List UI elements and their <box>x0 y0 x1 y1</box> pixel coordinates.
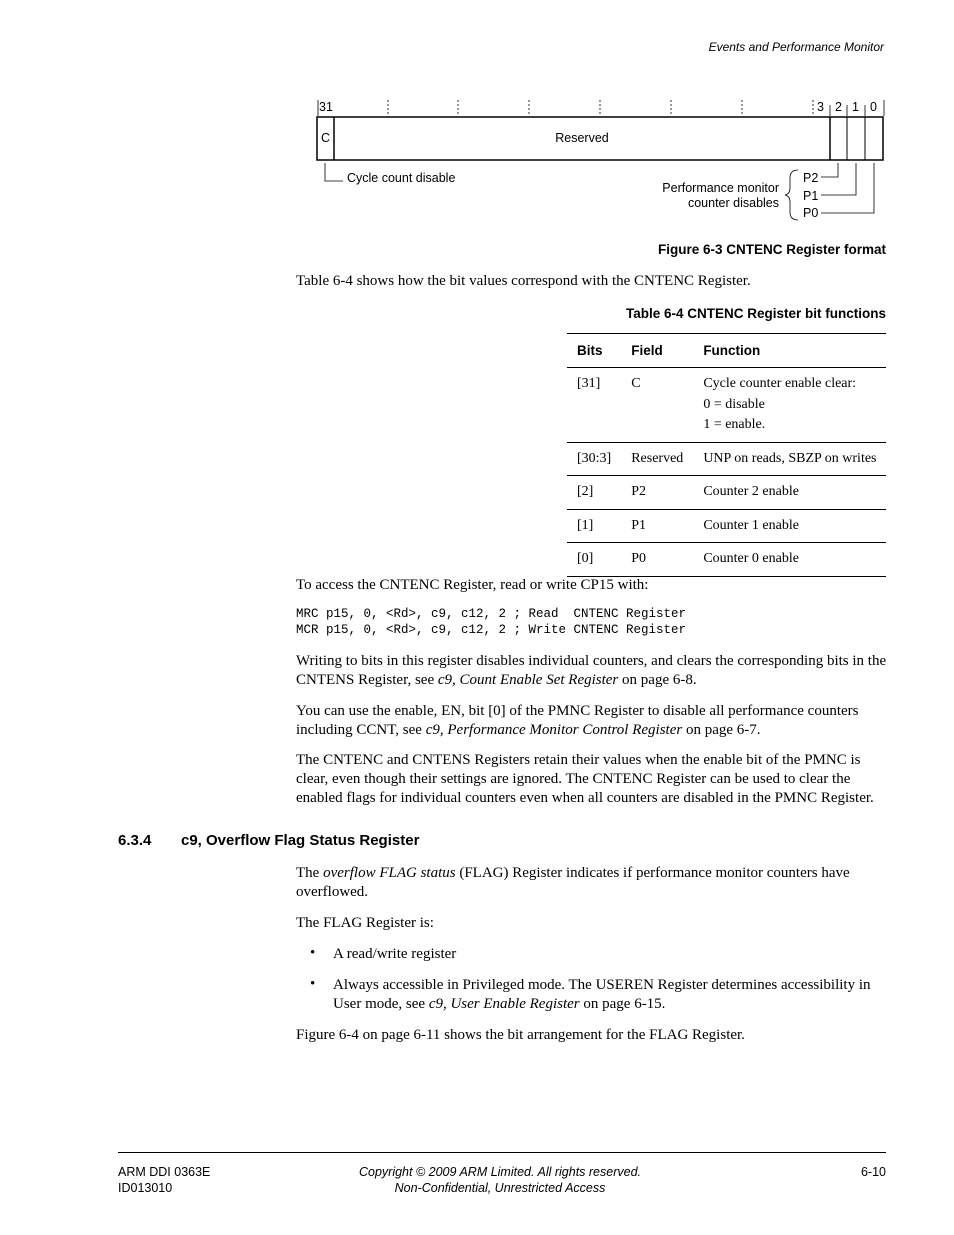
cross-reference-link[interactable]: c9, Count Enable Set Register <box>437 672 619 688</box>
table-header-row <box>567 334 886 368</box>
cell-bits: [2] <box>567 476 621 510</box>
table-caption: Table 6-4 CNTENC Register bit functions <box>625 306 886 321</box>
bit-label-0: 0 <box>870 100 877 114</box>
bit-functions-table <box>567 333 886 577</box>
figure-caption: Figure 6-3 CNTENC Register format <box>657 242 886 257</box>
bit-label-3: 3 <box>817 100 824 114</box>
bullet-marker: • <box>310 976 316 992</box>
brace <box>785 170 798 220</box>
table-row <box>567 368 886 443</box>
paragraph-text: The <box>296 865 324 881</box>
footer-rule <box>118 1152 886 1153</box>
bullet-item <box>333 976 889 1014</box>
code-line: MCR p15, 0, <Rd>, c9, c12, 2 ; Write CNTENC Register <box>296 623 687 637</box>
cell-function: Counter 2 enable <box>693 476 886 510</box>
table-row <box>567 442 886 476</box>
function-line: Cycle counter enable clear: <box>703 376 857 391</box>
cell-bits: [1] <box>567 509 621 543</box>
pm-counter-disables-label-2: counter disables <box>687 196 779 210</box>
pm-counter-disables-label-1: Performance monitor <box>662 181 779 195</box>
cell-function: UNP on reads, SBZP on writes <box>693 442 886 476</box>
retain-paragraph: The CNTENC and CNTENS Registers retain their values when the enable bit of the PMNC is clear, even though their settings are ignored. The CNTENC Register can be used to clear the enabled flags for individual counters even when all counters are disabled in the PMNC Register. <box>296 752 874 806</box>
section-number: 6.3.4 <box>118 832 152 849</box>
paragraph-text: on page 6-7. <box>682 722 761 738</box>
running-header: Events and Performance Monitor <box>708 40 884 54</box>
figure-reference-paragraph: Figure 6-4 on page 6-11 shows the bit arrangement for the FLAG Register. <box>296 1027 745 1043</box>
header-bits: Bits <box>567 334 621 368</box>
bit-label-1: 1 <box>852 100 859 114</box>
cycle-count-disable-label: Cycle count disable <box>347 171 456 185</box>
function-line: 1 = enable. <box>703 417 766 432</box>
paragraph-text: You can use the enable, EN, bit [0] of the PMNC Register to disable all performance counters including CCNT, see <box>296 703 859 738</box>
cell-bits: [31] <box>567 368 621 443</box>
table-row <box>567 509 886 543</box>
p2-label: P2 <box>803 171 819 185</box>
header-field: Field <box>621 334 693 368</box>
section-title: c9, Overflow Flag Status Register <box>181 832 420 849</box>
footer-access: Non-Confidential, Unrestricted Access <box>394 1181 606 1195</box>
cycle-count-leader <box>325 163 343 181</box>
dashed-ticks <box>388 100 813 116</box>
footer-copyright: Copyright © 2009 ARM Limited. All rights reserved. <box>358 1165 641 1179</box>
paragraph-text: (FLAG) Register indicates if performance monitor counters have overflowed. <box>296 865 850 900</box>
emphasis-text: overflow FLAG status <box>323 865 456 881</box>
cell-field: P2 <box>621 476 693 510</box>
paragraph-text: Always accessible in Privileged mode. The USEREN Register determines accessibility in User mode, see <box>333 977 871 1012</box>
field-reserved-label: Reserved <box>555 131 609 145</box>
p-leaders <box>821 163 874 213</box>
cross-reference-link[interactable]: c9, Performance Monitor Control Register <box>425 722 683 738</box>
register-format-diagram <box>300 92 900 232</box>
function-line: 0 = disable <box>703 396 765 412</box>
code-block <box>296 606 686 638</box>
bit-label-31: 31 <box>319 100 333 114</box>
cell-field: P1 <box>621 509 693 543</box>
field-c-label: C <box>321 131 331 145</box>
cell-field: C <box>621 368 693 443</box>
cell-function: Counter 1 enable <box>693 509 886 543</box>
footer-doc-id: ID013010 <box>118 1181 173 1195</box>
cell-bits: [0] <box>567 543 621 577</box>
bit-ticks <box>318 100 884 116</box>
bullet-item: A read/write register <box>333 946 457 962</box>
cross-reference-link[interactable]: c9, User Enable Register <box>428 996 580 1012</box>
flag-is-paragraph: The FLAG Register is: <box>296 915 434 931</box>
table-row <box>567 543 886 577</box>
flag-paragraph <box>296 864 888 902</box>
cell-function <box>693 368 886 443</box>
access-paragraph: To access the CNTENC Register, read or write CP15 with: <box>296 577 649 593</box>
cell-field: P0 <box>621 543 693 577</box>
cell-field: Reserved <box>621 442 693 476</box>
intro-paragraph: Table 6-4 shows how the bit values correspond with the CNTENC Register. <box>296 273 751 289</box>
footer-page-number: 6-10 <box>860 1165 886 1179</box>
paragraph-text: Writing to bits in this register disables individual counters, and clears the corresponding bits in the CNTENS Register, see <box>296 653 887 688</box>
cell-function: Counter 0 enable <box>693 543 886 577</box>
bit-label-2: 2 <box>835 100 842 114</box>
footer-doc-number: ARM DDI 0363E <box>118 1165 211 1179</box>
paragraph-text: on page 6-15. <box>579 996 666 1012</box>
p1-label: P1 <box>803 189 819 203</box>
table-row <box>567 476 886 510</box>
bullet-marker: • <box>310 945 316 961</box>
p0-label: P0 <box>803 206 819 220</box>
cell-bits: [30:3] <box>567 442 621 476</box>
code-line: MRC p15, 0, <Rd>, c9, c12, 2 ; Read CNTENC Register <box>296 607 687 621</box>
paragraph-text: on page 6-8. <box>618 672 697 688</box>
header-function: Function <box>693 334 886 368</box>
enable-paragraph <box>296 702 888 740</box>
writing-paragraph <box>296 652 888 690</box>
